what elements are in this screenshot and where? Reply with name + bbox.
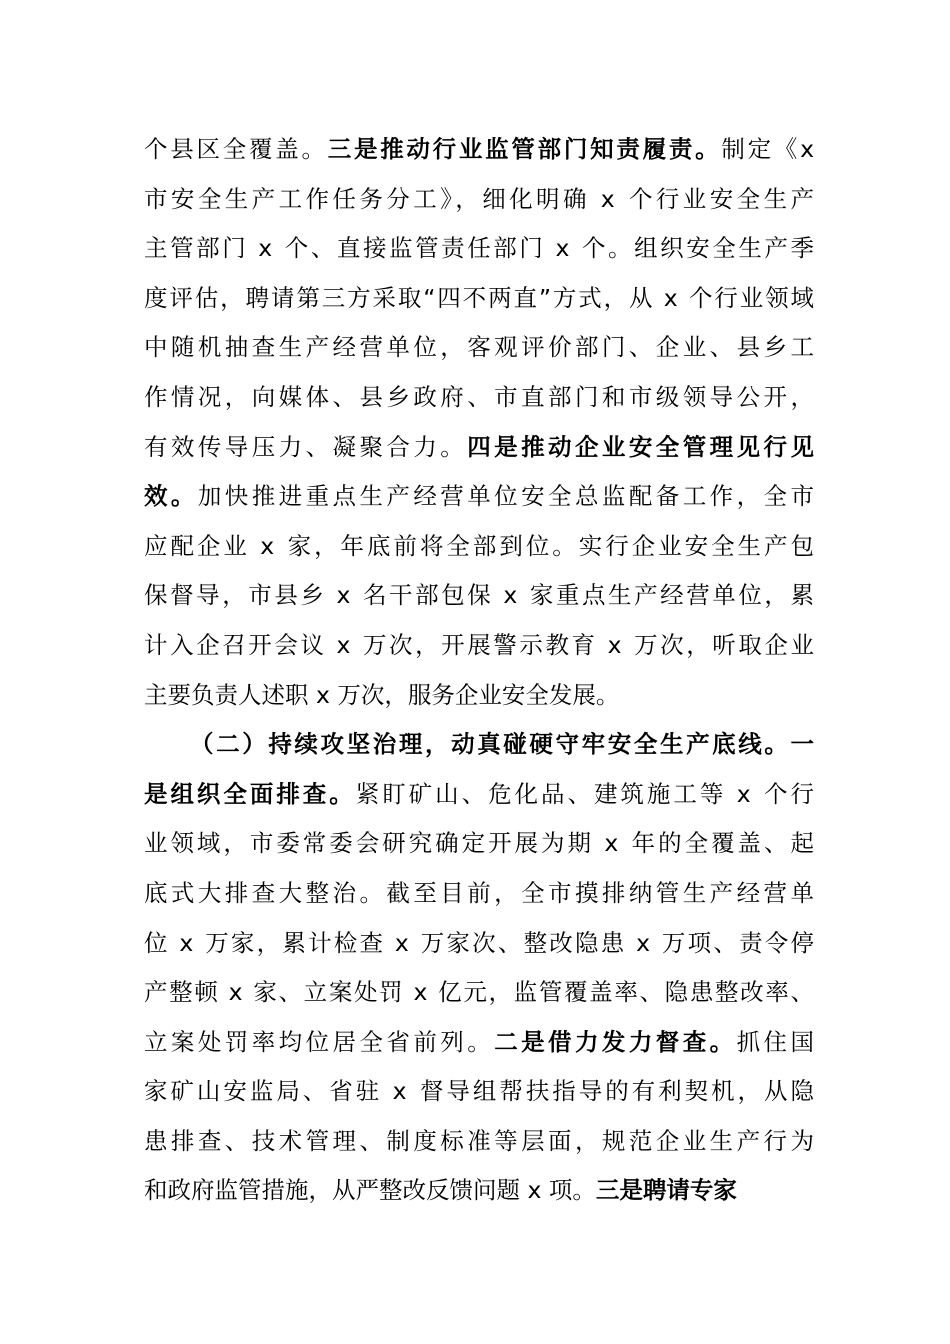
body-text-segment: 位 x 万家，累计检查 x 万家次、整改隐患 x 万项、责令停 [144,928,817,957]
body-text-segment: 度评估，聘请第三方采取“四不两直”方式，从 x 个行业领域 [144,283,816,312]
text-line [144,224,817,274]
body-text-segment: 计入企召开会议 x 万次，开展警示教育 x 万次，听取企业 [144,630,817,659]
body-text-segment: 加快推进重点生产经营单位安全总监配备工作，全市 [197,482,818,511]
text-line [144,571,817,621]
body-text-segment: 家矿山安监局、省驻 x 督导组帮扶指导的有利契机，从隐 [144,1077,817,1106]
text-line [144,919,817,969]
text-line [144,1117,818,1167]
bold-heading-text: 效。 [144,482,198,511]
text-line [144,968,814,1018]
body-text-segment: 市安全生产工作任务分工》，细化明确 x 个行业安全生产 [144,184,818,213]
body-text-segment: 业领域，市委常委会研究确定开展为期 x 年的全覆盖、起 [144,829,817,858]
body-text-segment: 立案处罚率均位居全省前列。 [144,1027,495,1056]
body-text-segment: 主管部门 x 个、直接监管责任部门 x 个。组织安全生产季 [144,234,817,263]
bold-heading-text: 三是聘请专家 [595,1176,737,1205]
body-text [144,125,818,1216]
text-line [144,373,818,423]
text-line [144,323,818,373]
text-line [144,522,817,572]
body-text-segment: 主要负责人述职 x 万次，服务企业安全发展。 [144,680,620,709]
body-text-segment: 应配企业 x 家，年底前将全部到位。实行企业安全生产包 [144,531,817,560]
text-line [144,175,818,225]
body-text-segment: 抓住国 [736,1027,818,1056]
text-line [144,472,818,522]
text-line [144,1018,818,1068]
body-text-segment: 患排查、技术管理、制度标准等层面，规范企业生产行为 [144,1126,818,1155]
text-line [144,621,817,671]
bold-heading-text: 四是推动企业安全管理见行见 [467,432,818,461]
body-text-segment: 有效传导压力、凝聚合力。 [144,432,468,461]
text-line [144,819,817,869]
text-line [144,1166,814,1216]
text-line [144,869,818,919]
body-text-segment: 作情况，向媒体、县乡政府、市直部门和市级领导公开， [144,382,818,411]
text-line [144,1067,817,1117]
bold-heading-text: 二是借力发力督查。 [494,1027,737,1056]
text-line [144,125,817,175]
bold-heading-text: 是组织全面排查。 [144,779,356,808]
text-line [144,770,817,820]
text-line [144,423,818,473]
text-line [144,671,814,721]
body-text-segment: 个县区全覆盖。 [144,135,328,163]
body-text-segment: 紧盯矿山、危化品、建筑施工等 x 个行 [355,779,817,808]
body-text-segment: 制定《x [721,135,817,163]
text-line [144,274,814,324]
text-line [144,720,817,770]
body-text-segment: 底式大排查大整治。截至目前，全市摸排纳管生产经营单 [144,878,818,907]
bold-heading-text: （二）持续攻坚治理，动真碰硬守牢安全生产底线。一 [190,730,817,759]
body-text-segment: 保督导，市县乡 x 名干部包保 x 家重点生产经营单位，累 [144,581,817,610]
body-text-segment: 产整顿 x 家、立案处罚 x 亿元，监管覆盖率、隐患整改率、 [144,978,816,1007]
bold-heading-text: 三是推动行业监管部门知责履责。 [327,135,722,163]
body-text-segment: 和政府监管措施，从严整改反馈问题 x 项。 [144,1176,596,1205]
body-text-segment: 中随机抽查生产经营单位，客观评价部门、企业、县乡工 [144,333,818,362]
